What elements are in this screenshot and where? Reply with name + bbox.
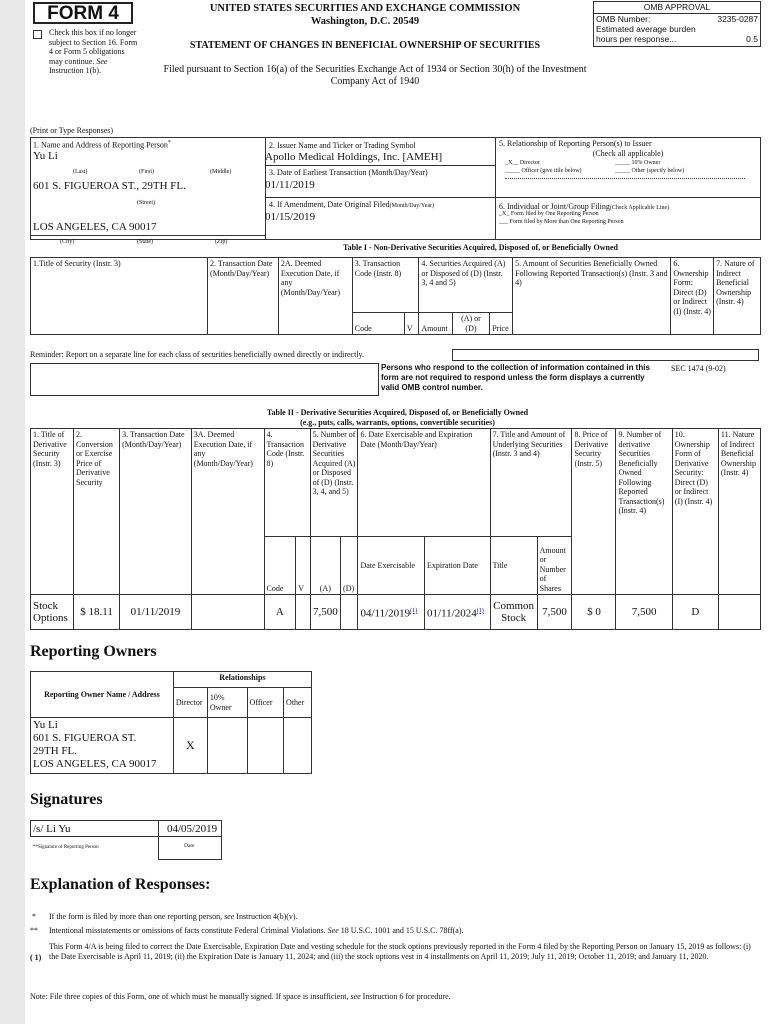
relationship-officer[interactable]: _____ Officer (give title below): [505, 168, 582, 174]
row-underlying-title: Common Stock: [490, 595, 537, 630]
t2-col-code: 4. Transaction Code (Instr. 8): [264, 429, 310, 537]
reminder-text: Reminder: Report on a separate line for each class of securities beneficially owned directly or indirectly.: [30, 350, 365, 359]
print-type-note: (Print or Type Responses): [30, 126, 114, 135]
agency-location: Washington, D.C. 20549: [310, 16, 420, 27]
persons-notice: Persons who respond to the collection of information contained in this form are not required to respond unless the form displays a currently valid OMB control number.: [381, 363, 650, 392]
omb-burden: Estimated average burden: [596, 24, 696, 34]
reporting-owners-heading: Reporting Owners: [30, 643, 157, 660]
t1-col-ownership: 6. Ownership Form: Direct (D) or Indirect (I) (Instr. 4): [671, 258, 714, 335]
signatures-heading: Signatures: [30, 791, 103, 808]
omb-number-row: OMB Number: 3235-0287: [596, 14, 758, 24]
ten-pct-header: 10% Owner: [207, 688, 247, 718]
table2-derivative: [30, 428, 761, 630]
form-note: Note: File three copies of this Form, one of which must be manually signed. If space is insufficient, see Instruction 6 for procedure.: [30, 992, 451, 1001]
explanation-heading: Explanation of Responses:: [30, 876, 211, 893]
row-derivative-price: $ 0: [572, 595, 616, 630]
city-value[interactable]: LOS ANGELES, CA 90017: [33, 221, 157, 233]
signature-value[interactable]: /s/ Li Yu: [33, 823, 71, 835]
notice-blank-box: [30, 363, 379, 396]
form-title: FORM 4: [33, 2, 133, 24]
table-row: [31, 595, 761, 630]
officer-header: Officer: [247, 688, 284, 718]
relationship-other[interactable]: _____ Other (specify below): [615, 168, 685, 174]
row-ownership-form: D: [672, 595, 718, 630]
director-header: Director: [173, 688, 207, 718]
footnote-star2-mark: **: [30, 926, 38, 935]
row-expiration-date: 01/11/2024$^{(1)}$: [425, 595, 491, 630]
t2-sub-v: V: [296, 537, 310, 595]
t1-col-date: 2. Transaction Date (Month/Day/Year): [208, 258, 279, 335]
row-conversion-price: $ 18.11: [74, 595, 120, 630]
table-row: [31, 718, 312, 774]
footnote-1-link[interactable]: (1): [476, 607, 484, 614]
reporting-person-name[interactable]: Yu Li: [33, 150, 58, 162]
officer-mark: [247, 718, 284, 774]
t2-col-deemed: 3A. Deemed Execution Date, if any (Month/Day/Year): [191, 429, 264, 595]
t1-sub-aord: (A) or (D): [452, 313, 489, 335]
label-zip: (Zip): [215, 239, 228, 245]
row-deemed-date: [191, 595, 264, 630]
amendment-date[interactable]: 01/15/2019: [265, 211, 316, 223]
label-city: (City): [60, 239, 75, 245]
row-code: A: [264, 595, 296, 630]
city-divider: [30, 235, 266, 236]
label-middle: (Middle): [210, 169, 232, 175]
footnote-1: This Form 4/A is being filed to correct the Date Exercisable, Expiration Date and vesting schedule for the stock options previously reported in the Form 4 filed by the Reporting Person on January 15, 2019 as follows: (i) the Date Exercisable is April 11, 2019; (ii) the Expiration Date is January 11, 2024; and (iii) the stock options vest in 4 installments on April 11, 2019; July 11, 2019; October 11, 2019; and January 11, 2020.: [49, 942, 751, 961]
t1-col-deemed: 2A. Deemed Execution Date, if any (Month/Day/Year): [278, 258, 352, 335]
t1-col-amount: 5. Amount of Securities Beneficially Owned Following Reported Transaction(s) (Instr. 3 and 4): [513, 258, 671, 335]
box5-sub: (Check all applicable): [592, 149, 664, 158]
other-header: Other: [284, 688, 312, 718]
box2-label: 2. Issuer Name and Ticker or Trading Symbol: [269, 141, 416, 150]
footnote-star1: If the form is filed by more than one reporting person, see Instruction 4(b)(v).: [49, 912, 298, 921]
statement-title: STATEMENT OF CHANGES IN BENEFICIAL OWNERSHIP OF SECURITIES: [189, 40, 541, 51]
t2-sub-d: (D): [341, 537, 358, 595]
ten-pct-mark: [207, 718, 247, 774]
filing-line2[interactable]: ___ Form filed by More than One Reporting Person: [499, 219, 624, 225]
t1-col-title: 1.Title of Security (Instr. 3): [31, 258, 208, 335]
filed-pursuant: Filed pursuant to Section 16(a) of the Securities Exchange Act of 1934 or Section 30(h) of the Investment Company Act of 1940: [163, 64, 587, 87]
signature-caption: **Signature of Reporting Person: [33, 845, 99, 850]
t2-col-date: 3. Transaction Date (Month/Day/Year): [120, 429, 192, 595]
reporting-owners-table: [30, 671, 312, 774]
box5-dotted-line: [505, 178, 745, 179]
label-state: (State): [137, 239, 153, 245]
t2-col-conversion: 2. Conversion or Exercise Price of Derivative Security: [74, 429, 120, 595]
box1-label: 1. Name and Address of Reporting Person*: [33, 140, 171, 150]
row-nature: [718, 595, 760, 630]
reminder-blank-box: [452, 349, 759, 361]
t2-sub-expiration: Expiration Date: [425, 537, 491, 595]
row-disposed: [341, 595, 358, 630]
box3-label: 3. Date of Earliest Transaction (Month/Day/Year): [269, 168, 428, 177]
table1-title: Table I - Non-Derivative Securities Acquired, Disposed of, or Beneficially Owned: [343, 243, 618, 252]
box6-label: 6. Individual or Joint/Group Filing(Check Applicable Line): [499, 202, 670, 211]
row-title: Stock Options: [31, 595, 74, 630]
t2-col-number: 5. Number of Derivative Securities Acquired (A) or Disposed of (D) (Instr. 3, 4, and 5): [310, 429, 358, 537]
other-mark: [284, 718, 312, 774]
row-underlying-amount: 7,500: [537, 595, 572, 630]
sec-code: SEC 1474 (9-02): [671, 364, 726, 373]
checkbox-label: Check this box if no longer subject to Section 16. Form 4 or Form 5 obligations may continue. See Instruction 1(b).: [49, 28, 138, 75]
box4-label: 4. If Amendment, Date Original Filed(Month/Day/Year): [269, 200, 435, 209]
row-acquired: 7,500: [310, 595, 340, 630]
t2-sub-date-exercisable: Date Exercisable: [358, 537, 425, 595]
t1-col-code: 3. Transaction Code (Instr. 8): [352, 258, 419, 313]
t1-sub-v: V: [404, 313, 419, 335]
footnote-star1-mark: *: [32, 912, 36, 921]
label-first: (First): [139, 169, 154, 175]
signature-date[interactable]: 04/05/2019: [167, 823, 218, 835]
owner-address: Yu Li 601 S. FIGUEROA ST. 29TH FL. LOS ANGELES, CA 90017: [31, 718, 174, 774]
t2-col-form: 10. Ownership Form of Derivative Security: Direct (D) or Indirect (I) (Instr. 4): [672, 429, 718, 595]
row-transaction-date: 01/11/2019: [120, 595, 192, 630]
omb-hours-row: hours per response... 0.5: [596, 34, 758, 44]
table1-nonderivative: [30, 257, 761, 335]
box5-label: 5. Relationship of Reporting Person(s) to Issuer: [499, 139, 652, 148]
owner-name-header: Reporting Owner Name / Address: [31, 672, 174, 718]
agency-name: UNITED STATES SECURITIES AND EXCHANGE COMMISSION: [209, 3, 521, 14]
t1-col-securities: 4. Securities Acquired (A) or Disposed of (D) (Instr. 3, 4 and 5): [419, 258, 513, 313]
t2-col-title: 1. Title of Derivative Security (Instr. 3): [31, 429, 74, 595]
footnote-1-link[interactable]: (1): [410, 607, 418, 614]
t2-col-price: 8. Price of Derivative Security (Instr. 5): [572, 429, 616, 595]
table2-subtitle: (e.g., puts, calls, warrants, options, convertible securities): [300, 418, 495, 427]
t2-col-owned: 9. Number of derivative Securities Beneficially Owned Following Reported Transaction(s) (Instr. 4): [616, 429, 672, 595]
footnote-star2: Intentional misstatements or omissions of facts constitute Federal Criminal Violations. See 18 U.S.C. 1001 and 15 U.S.C. 78ff(a).: [49, 926, 464, 935]
form4-page: [25, 0, 770, 1024]
relationships-header: Relationships: [173, 672, 311, 688]
earliest-transaction-date[interactable]: 01/11/2019: [265, 179, 315, 191]
t1-sub-code: Code: [352, 313, 404, 335]
table2-title: Table II - Derivative Securities Acquired, Disposed of, or Beneficially Owned: [266, 408, 529, 417]
relationship-director[interactable]: _X__ Director: [505, 160, 540, 166]
issuer-name[interactable]: Apollo Medical Holdings, Inc. [AMEH]: [265, 151, 443, 163]
row-owned: 7,500: [616, 595, 672, 630]
t1-sub-price: Price: [490, 313, 513, 335]
relationship-10pct[interactable]: _____ 10% Owner: [615, 160, 661, 166]
label-street: (Street): [137, 200, 155, 206]
t2-sub-code: Code: [264, 537, 296, 595]
t2-col-nature: 11. Nature of Indirect Beneficial Ownership (Instr. 4): [718, 429, 760, 595]
row-v: [296, 595, 310, 630]
omb-approval-box: [593, 1, 761, 47]
t1-sub-amount: Amount: [419, 313, 452, 335]
t2-sub-a: (A): [310, 537, 340, 595]
street-value[interactable]: 601 S. FIGUEROA ST., 29TH FL.: [33, 180, 186, 192]
t2-sub-amount: Amount or Number of Shares: [537, 537, 572, 595]
date-caption: Date: [184, 843, 195, 849]
t2-sub-title: Title: [490, 537, 537, 595]
t2-col-exercisable: 6. Date Exercisable and Expiration Date (Month/Day/Year): [358, 429, 490, 537]
row-date-exercisable: 04/11/2019$^{(1)}$: [358, 595, 425, 630]
t2-col-underlying: 7. Title and Amount of Underlying Securities (Instr. 3 and 4): [490, 429, 572, 537]
no-longer-subject-checkbox[interactable]: [33, 30, 42, 39]
filing-line1[interactable]: _X_ Form filed by One Reporting Person: [499, 211, 599, 217]
director-mark: X: [173, 718, 207, 774]
t1-col-nature: 7. Nature of Indirect Beneficial Ownership (Instr. 4): [714, 258, 761, 335]
label-last: (Last): [73, 169, 88, 175]
omb-title: OMB APPROVAL: [594, 2, 760, 14]
footnote-1-mark: ( 1): [30, 953, 42, 962]
